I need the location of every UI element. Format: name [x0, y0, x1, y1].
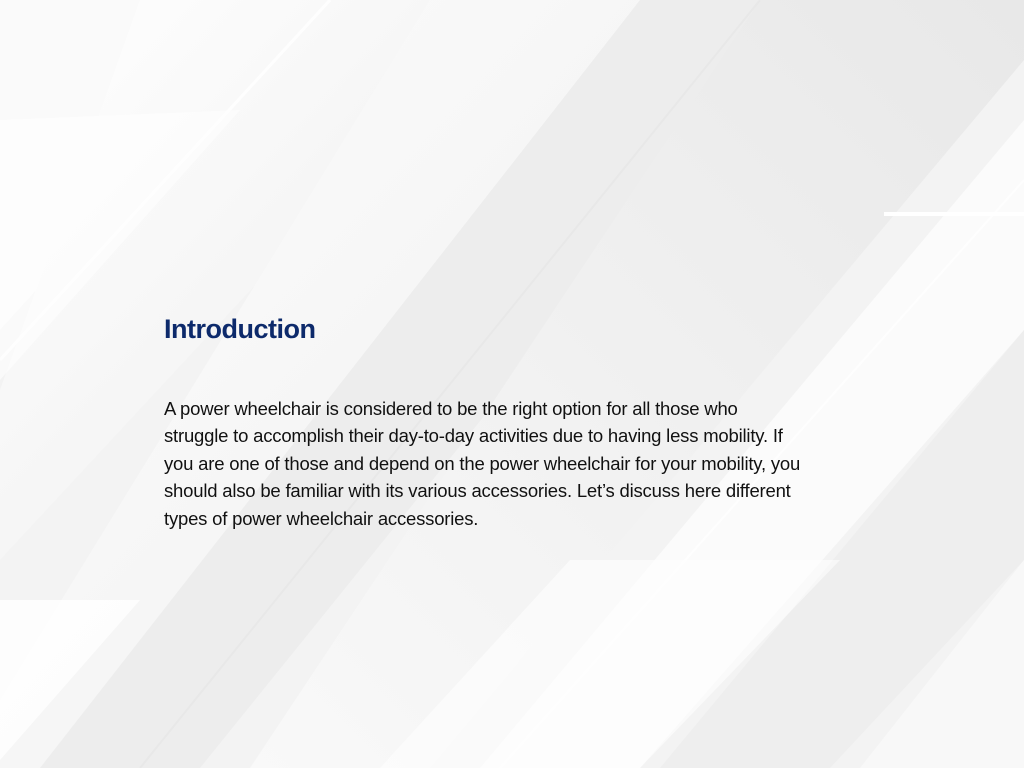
slide-title: Introduction — [164, 314, 316, 344]
slide-body-paragraph: A power wheelchair is considered to be the right option for all those who struggle to accomplish their day-to-day activities due to having less mobility. If you are one of those and depend on the power wheelchair for your mobility, you should also be familiar with its various accessories. Let’s discuss here different types of power wheelchair accessories. — [164, 398, 801, 529]
